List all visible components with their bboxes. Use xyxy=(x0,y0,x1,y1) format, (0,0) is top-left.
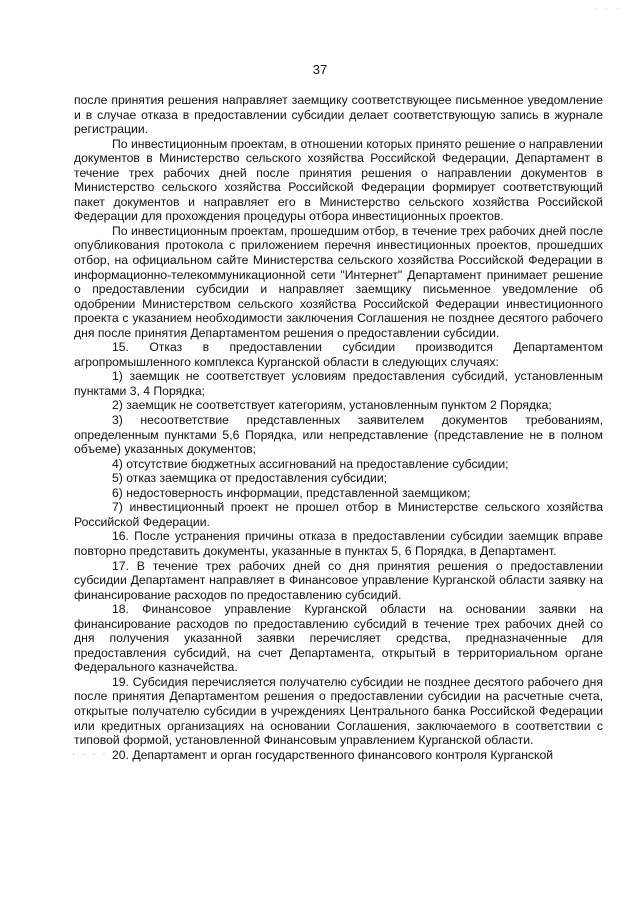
paragraph-continuation: после принятия решения направляет заемщику соответствующее письменное уведомление и в случае отказа в предоставлении субсидии делает соответствующую запись в журнале регистрации. xyxy=(74,93,603,137)
clause-20 xyxy=(74,748,603,763)
list-item-2: 2) заемщик не соответствует категориям, установленным пунктом 2 Порядка; xyxy=(112,398,552,413)
list-item-6: 6) недостоверность информации, представленной заемщиком; xyxy=(112,485,471,500)
clause-15: 15. Отказ в предоставлении субсидии производится Департаментом агропромышленного комплекса Курганской области в следующих случаях: xyxy=(74,340,603,369)
list-item-4: 4) отсутствие бюджетных ассигнований на предоставление субсидии; xyxy=(112,456,509,471)
clause-20-text: 20. Департамент и орган государственного финансового контроля Курганской xyxy=(112,747,554,762)
list-item-3: 3) несоответствие представленных заявителем документов требованиям, определенным пунктами 5,6 Порядка, или непредставление (представление не в полном объеме) указанных документов; xyxy=(74,413,603,457)
list-item-5: 5) отказ заемщика от предоставления субсидии; xyxy=(112,471,388,486)
page-number: 37 xyxy=(312,62,328,77)
list-item-7: 7) инвестиционный проект не прошел отбор в Министерстве сельского хозяйства Российской Федерации. xyxy=(74,500,603,529)
clause-18: 18. Финансовое управление Курганской области на основании заявки на финансирование расходов по предоставлению субсидий в течение трех рабочих дней со дня получения указанной заявки перечисляет средства, предназначенные для предоставления субсидий, на счет Департамента, открытый в территориальном органе Федерального казначейства. xyxy=(74,602,603,675)
clause-17: 17. В течение трех рабочих дней со дня принятия решения о предоставлении субсидии Департамент направляет в Финансовое управление Курганской области заявку на финансирование расходов по предоставлению субсидий. xyxy=(74,558,603,602)
paragraph-selected-projects: По инвестиционным проектам, прошедшим отбор, в течение трех рабочих дней после опубликования протокола с приложением перечня инвестиционных проектов, прошедших отбор, на официальном сайте Министерства сельского хозяйства Российской Федерации в информационно-телекоммуникационной сети "Интернет" Департамент принимает решение о предоставлении субсидии и направляет заемщику письменное уведомление об одобрении Министерством сельского хозяйства Российской Федерации инвестиционного проекта с указанием необходимости заключения Соглашения не позднее десятого рабочего дня после принятия Департаментом решения о предоставлении субсидии. xyxy=(74,223,603,340)
list-item-1: 1) заемщик не соответствует условиям предоставления субсидий, установленным пунктами 3, 4 Порядка; xyxy=(74,369,603,398)
scan-artifact: · · · xyxy=(594,4,622,13)
document-body xyxy=(74,93,603,762)
scan-artifact: · · · · xyxy=(72,748,108,760)
clause-16: 16. После устранения причины отказа в предоставлении субсидии заемщик вправе повторно представить документы, указанные в пунктах 5, 6 Порядка, в Департамент. xyxy=(74,529,603,558)
paragraph-investment-projects: По инвестиционным проектам, в отношении которых принято решение о направлении документов в Министерство сельского хозяйства Российской Федерации, Департамент в течение трех рабочих дней после принятия решения о направлении документов в Министерство сельского хозяйства Российской Федерации формирует соответствующий пакет документов и направляет его в Министерство сельского хозяйства Российской Федерации для прохождения процедуры отбора инвестиционных проектов. xyxy=(74,136,603,224)
clause-19: 19. Субсидия перечисляется получателю субсидии не позднее десятого рабочего дня после принятия Департаментом решения о предоставлении субсидии на расчетные счета, открытые получателю субсидии в учреждениях Центрального банка Российской Федерации или кредитных организациях на основании Соглашения, заключаемого в соответствии с типовой формой, установленной Финансовым управлением Курганской области. xyxy=(74,674,603,748)
